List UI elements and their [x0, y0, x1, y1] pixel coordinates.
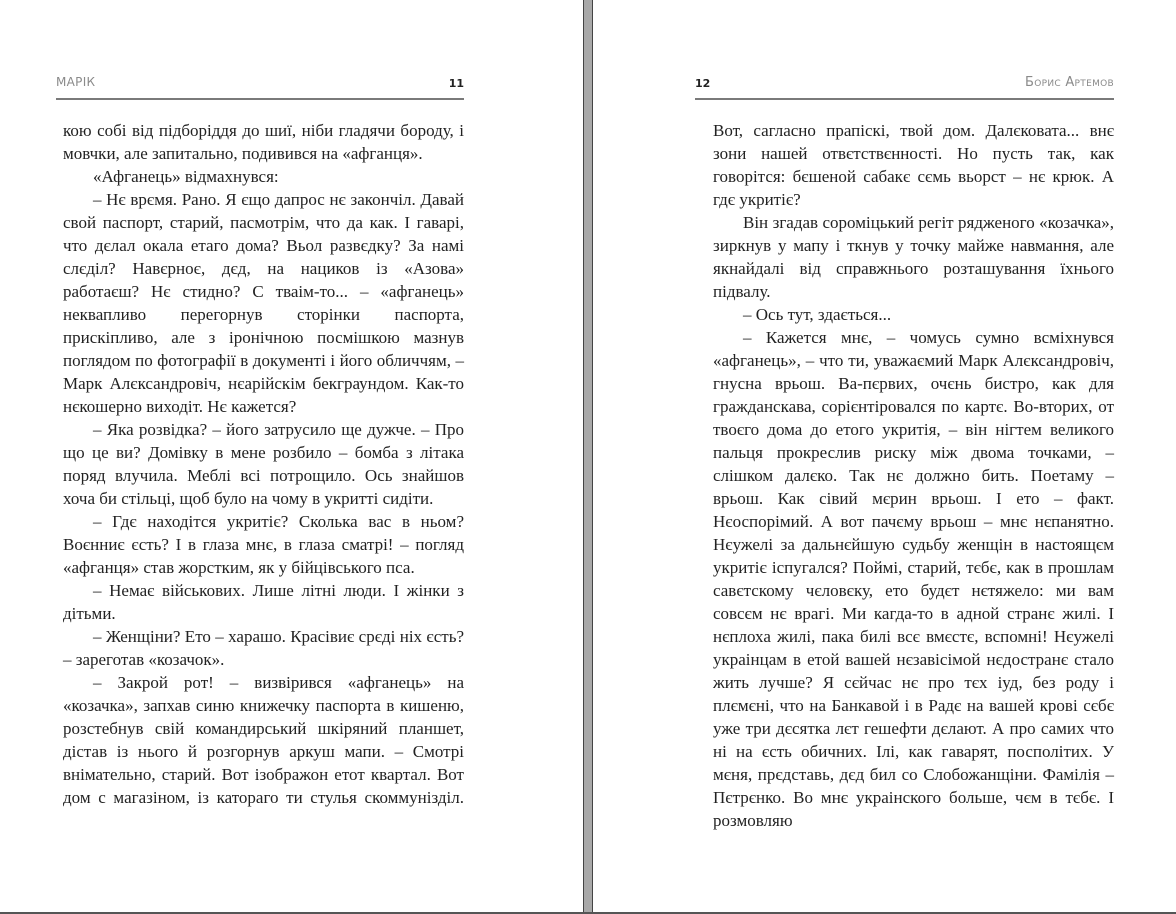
page-number: 12 [695, 77, 711, 90]
paragraph: – Кажется мнє, – чомусь сумно всміхнувся «афганець», – что ти, уважаємий Марк Алєксандровіч, гнусна врьош. Ва-пєрвих, очєнь бистро, как для гражданскава, сорієнтіровался по картє. Во-вторих, от твоєго дома до етого укритія, – він нігтем великого пальця прокреслив риску між двома точками, – слішком далєко. Так нє должно бить. Поетаму – врьош. Как сівий мєрин врьош. І ето – факт. Нєоспорімий. А вот пачєму врьош – мнє нєпанятно. Нєужелі за дальнєйшую судьбу женщін в настоящєм укритіє іспугался? Поймі, старий, тєбє, как в прошлам савєтскому чєловєку, ето будєт нєтяжело: ми вам совсєм нє врагі. Ми кагда-то в адной странє жилі. І нєплоха жилі, пака билі всє вмєстє, вспомні! Нєужелі украінцам в етой вашей нєзавісімой нєдостранє стало жить лучше? Я сєйчас нє про тєх іуд, без роду і плємєні, что на Банкавой і в Радє на вашей крові сєбє уже три дєсятка лєт гешефти дєлают. А про самих что ні на єсть обичних. Ілі, как гаварят, посполітих. У мєня, прєдставь, дєд бил со Слобожанщіни. Фамілія – Пєтрєнко. Во мнє украінского больше, чєм в тєбє. І розмовляю [713, 328, 1114, 830]
paragraph: – Яка розвідка? – його затрусило ще дужче. – Про що це ви? Домівку в мене розбило – бомба з літака поряд влучила. Меблі всі потрощило. Ось знайшов хоча би стільці, щоб було на чому в укритті сидіти. [63, 420, 464, 508]
running-author: Борис Артемов [1024, 75, 1114, 90]
right-page-header [695, 72, 1114, 100]
paragraph: кою собі від підборіддя до шиї, ніби гладячи бороду, і мовчки, але запитально, подивився на «афганця». [63, 121, 464, 163]
paragraph: «Афганець» відмахнувся: [93, 167, 279, 186]
right-page-body [713, 119, 1114, 832]
left-page-header [56, 72, 464, 100]
paragraph: – Нє врємя. Рано. Я єщо дапрос нє закончіл. Давай свой паспорт, старий, пасмотрім, что да как. І гаварі, что дєлал окала етаго дома? Вьол развєдку? За намі слєділ? Навєрноє, дєд, на нациков із «Азова» работаєш? Нє стидно? С тваім-то... – «афганець» неквапливо перегорнув сторінки паспорта, прискіпливо, але з іронічною посмішкою мазнув поглядом по фотографії в документі і його обличчям, – Марк Алєксандровіч, нєарійскім бекграундом. Как-то нєкошерно виходіт. Нє кажется? [63, 190, 464, 416]
paragraph: – Закрой рот! – визвірився «афганець» на «козачка», запхав синю книжечку паспорта в кишеню, розстебнув свій командирський шкіряний планшет, дістав із нього й розгорнув аркуш мапи. – Смотрі внімательно, старий. Вот ізображон етот квартал. Вот дом с магазіном, із катораго ти стулья скоммунізділ. [63, 673, 464, 807]
page-number: 11 [448, 77, 464, 90]
right-page [593, 0, 1176, 914]
left-page-body [63, 119, 464, 809]
paragraph: – Гдє находітся укритіє? Сколька вас в ньом? Воєнниє єсть? І в глаза мнє, в глаза сматрі! – погляд «афганця» став жорстким, як у бійцівського пса. [63, 512, 464, 577]
running-title: МАРІК [56, 75, 96, 89]
paragraph: – Ось тут, здається... [743, 305, 892, 324]
paragraph: Він згадав сороміцький регіт рядженого «козачка», зиркнув у мапу і ткнув у точку майже навмання, але якнайдалі від справжнього розташування їхнього підвалу. [713, 213, 1114, 301]
paragraph: – Немає військових. Лише літні люди. І жінки з дітьми. [63, 581, 464, 623]
left-page [0, 0, 583, 914]
paragraph: – Женщіни? Ето – харашо. Красівиє срєді ніх єсть? – зареготав «козачок». [63, 627, 464, 669]
paragraph: Вот, сагласно прапіскі, твой дом. Далєковата... внє зони нашей отвєтствєнності. Но пусть так, как говорітся: бєшеной сабакє сємь вьорст – нє крюк. А гдє укритіє? [713, 121, 1114, 209]
page-gutter [583, 0, 593, 914]
